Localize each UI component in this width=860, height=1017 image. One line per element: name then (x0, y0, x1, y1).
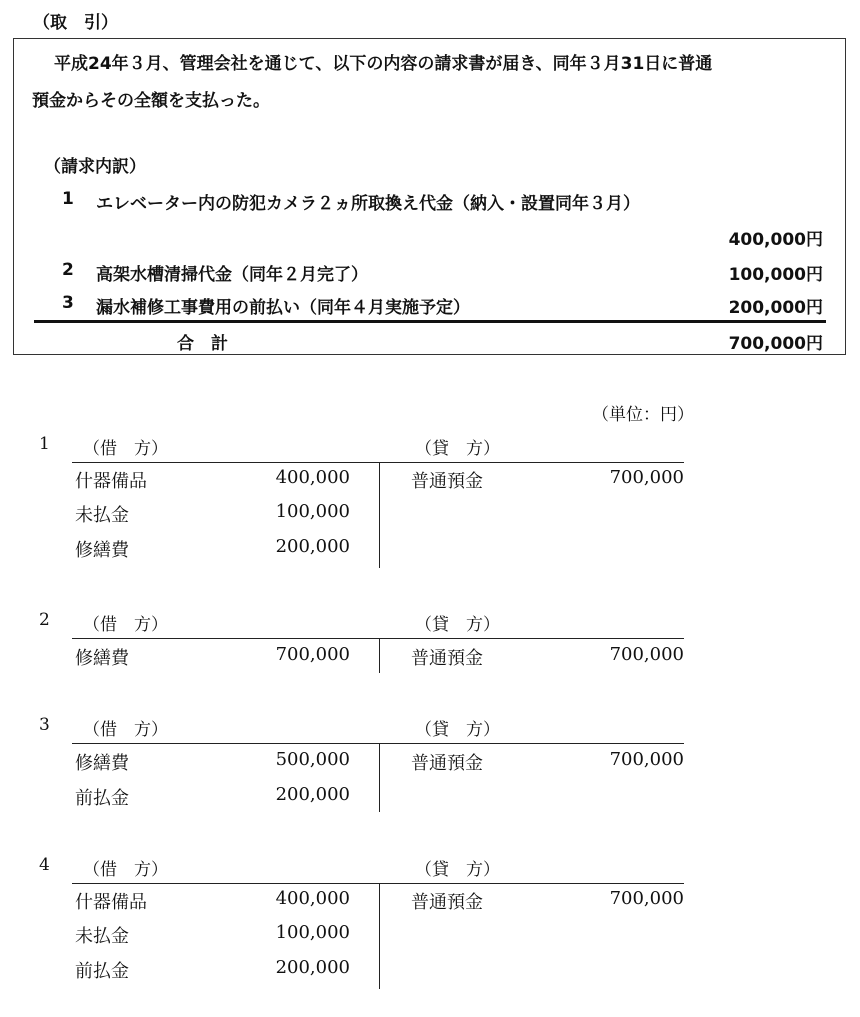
journal-header-rule (72, 743, 684, 744)
journal-center-rule (379, 883, 380, 989)
debit-account: 修繕費 (75, 540, 129, 561)
journal-center-rule (379, 462, 380, 568)
debit-account: 未払金 (75, 505, 129, 526)
debit-account: 什器備品 (75, 471, 147, 492)
debit-header: （借 方） (83, 860, 168, 880)
unit-label: （単位：円） (592, 405, 694, 425)
journal-header-rule (72, 883, 684, 884)
transaction-text-line2: 預金からその全額を支払った。 (32, 91, 270, 111)
credit-header: （貸 方） (415, 615, 500, 635)
item-number: 2 (62, 260, 74, 280)
item-description: 高架水槽清掃代金（同年２月完了） (96, 265, 368, 285)
item-description: エレベーター内の防犯カメラ２ヵ所取換え代金（納入・設置同年３月） (96, 194, 640, 214)
debit-amount: 400,000 (275, 467, 350, 488)
answer-option-1[interactable] (0, 434, 860, 574)
item-amount: 400,000円 (728, 230, 823, 250)
journal-center-rule (379, 743, 380, 812)
item-number: 3 (62, 293, 74, 313)
debit-account: 修繕費 (75, 648, 129, 669)
credit-account: 普通預金 (411, 648, 483, 669)
credit-account: 普通預金 (411, 471, 483, 492)
item-number: 1 (62, 189, 74, 209)
debit-amount: 700,000 (275, 644, 350, 665)
credit-amount: 700,000 (609, 888, 684, 909)
debit-header: （借 方） (83, 615, 168, 635)
credit-amount: 700,000 (609, 467, 684, 488)
answer-option-4[interactable] (0, 855, 860, 995)
debit-account: 前払金 (75, 961, 129, 982)
transaction-box (13, 38, 846, 355)
debit-amount: 400,000 (275, 888, 350, 909)
item-description: 漏水補修工事費用の前払い（同年４月実施予定） (96, 298, 470, 318)
answer-option-2[interactable] (0, 610, 860, 680)
credit-header: （貸 方） (415, 720, 500, 740)
debit-header: （借 方） (83, 439, 168, 459)
journal-header-rule (72, 462, 684, 463)
option-number: 2 (39, 610, 50, 630)
debit-amount: 100,000 (275, 501, 350, 522)
debit-amount: 200,000 (275, 536, 350, 557)
credit-amount: 700,000 (609, 749, 684, 770)
option-number: 3 (39, 715, 50, 735)
debit-header: （借 方） (83, 720, 168, 740)
debit-account: 前払金 (75, 788, 129, 809)
credit-account: 普通預金 (411, 892, 483, 913)
option-number: 1 (39, 434, 50, 454)
credit-header: （貸 方） (415, 439, 500, 459)
total-label: 合 計 (177, 334, 228, 354)
credit-amount: 700,000 (609, 644, 684, 665)
transaction-text-line1: 平成24年３月、管理会社を通じて、以下の内容の請求書が届き、同年３月31日に普通 (54, 54, 713, 74)
breakdown-title: （請求内訳） (44, 157, 146, 177)
debit-amount: 200,000 (275, 957, 350, 978)
debit-account: 未払金 (75, 926, 129, 947)
answer-option-3[interactable] (0, 715, 860, 815)
debit-amount: 500,000 (275, 749, 350, 770)
journal-center-rule (379, 638, 380, 673)
debit-amount: 200,000 (275, 784, 350, 805)
total-amount: 700,000円 (728, 334, 823, 354)
total-divider (34, 320, 826, 323)
item-amount: 100,000円 (728, 265, 823, 285)
debit-amount: 100,000 (275, 922, 350, 943)
journal-header-rule (72, 638, 684, 639)
credit-header: （貸 方） (415, 860, 500, 880)
credit-account: 普通預金 (411, 753, 483, 774)
debit-account: 修繕費 (75, 753, 129, 774)
item-amount: 200,000円 (728, 298, 823, 318)
option-number: 4 (39, 855, 50, 875)
debit-account: 什器備品 (75, 892, 147, 913)
section-heading: （取 引） (33, 13, 118, 33)
